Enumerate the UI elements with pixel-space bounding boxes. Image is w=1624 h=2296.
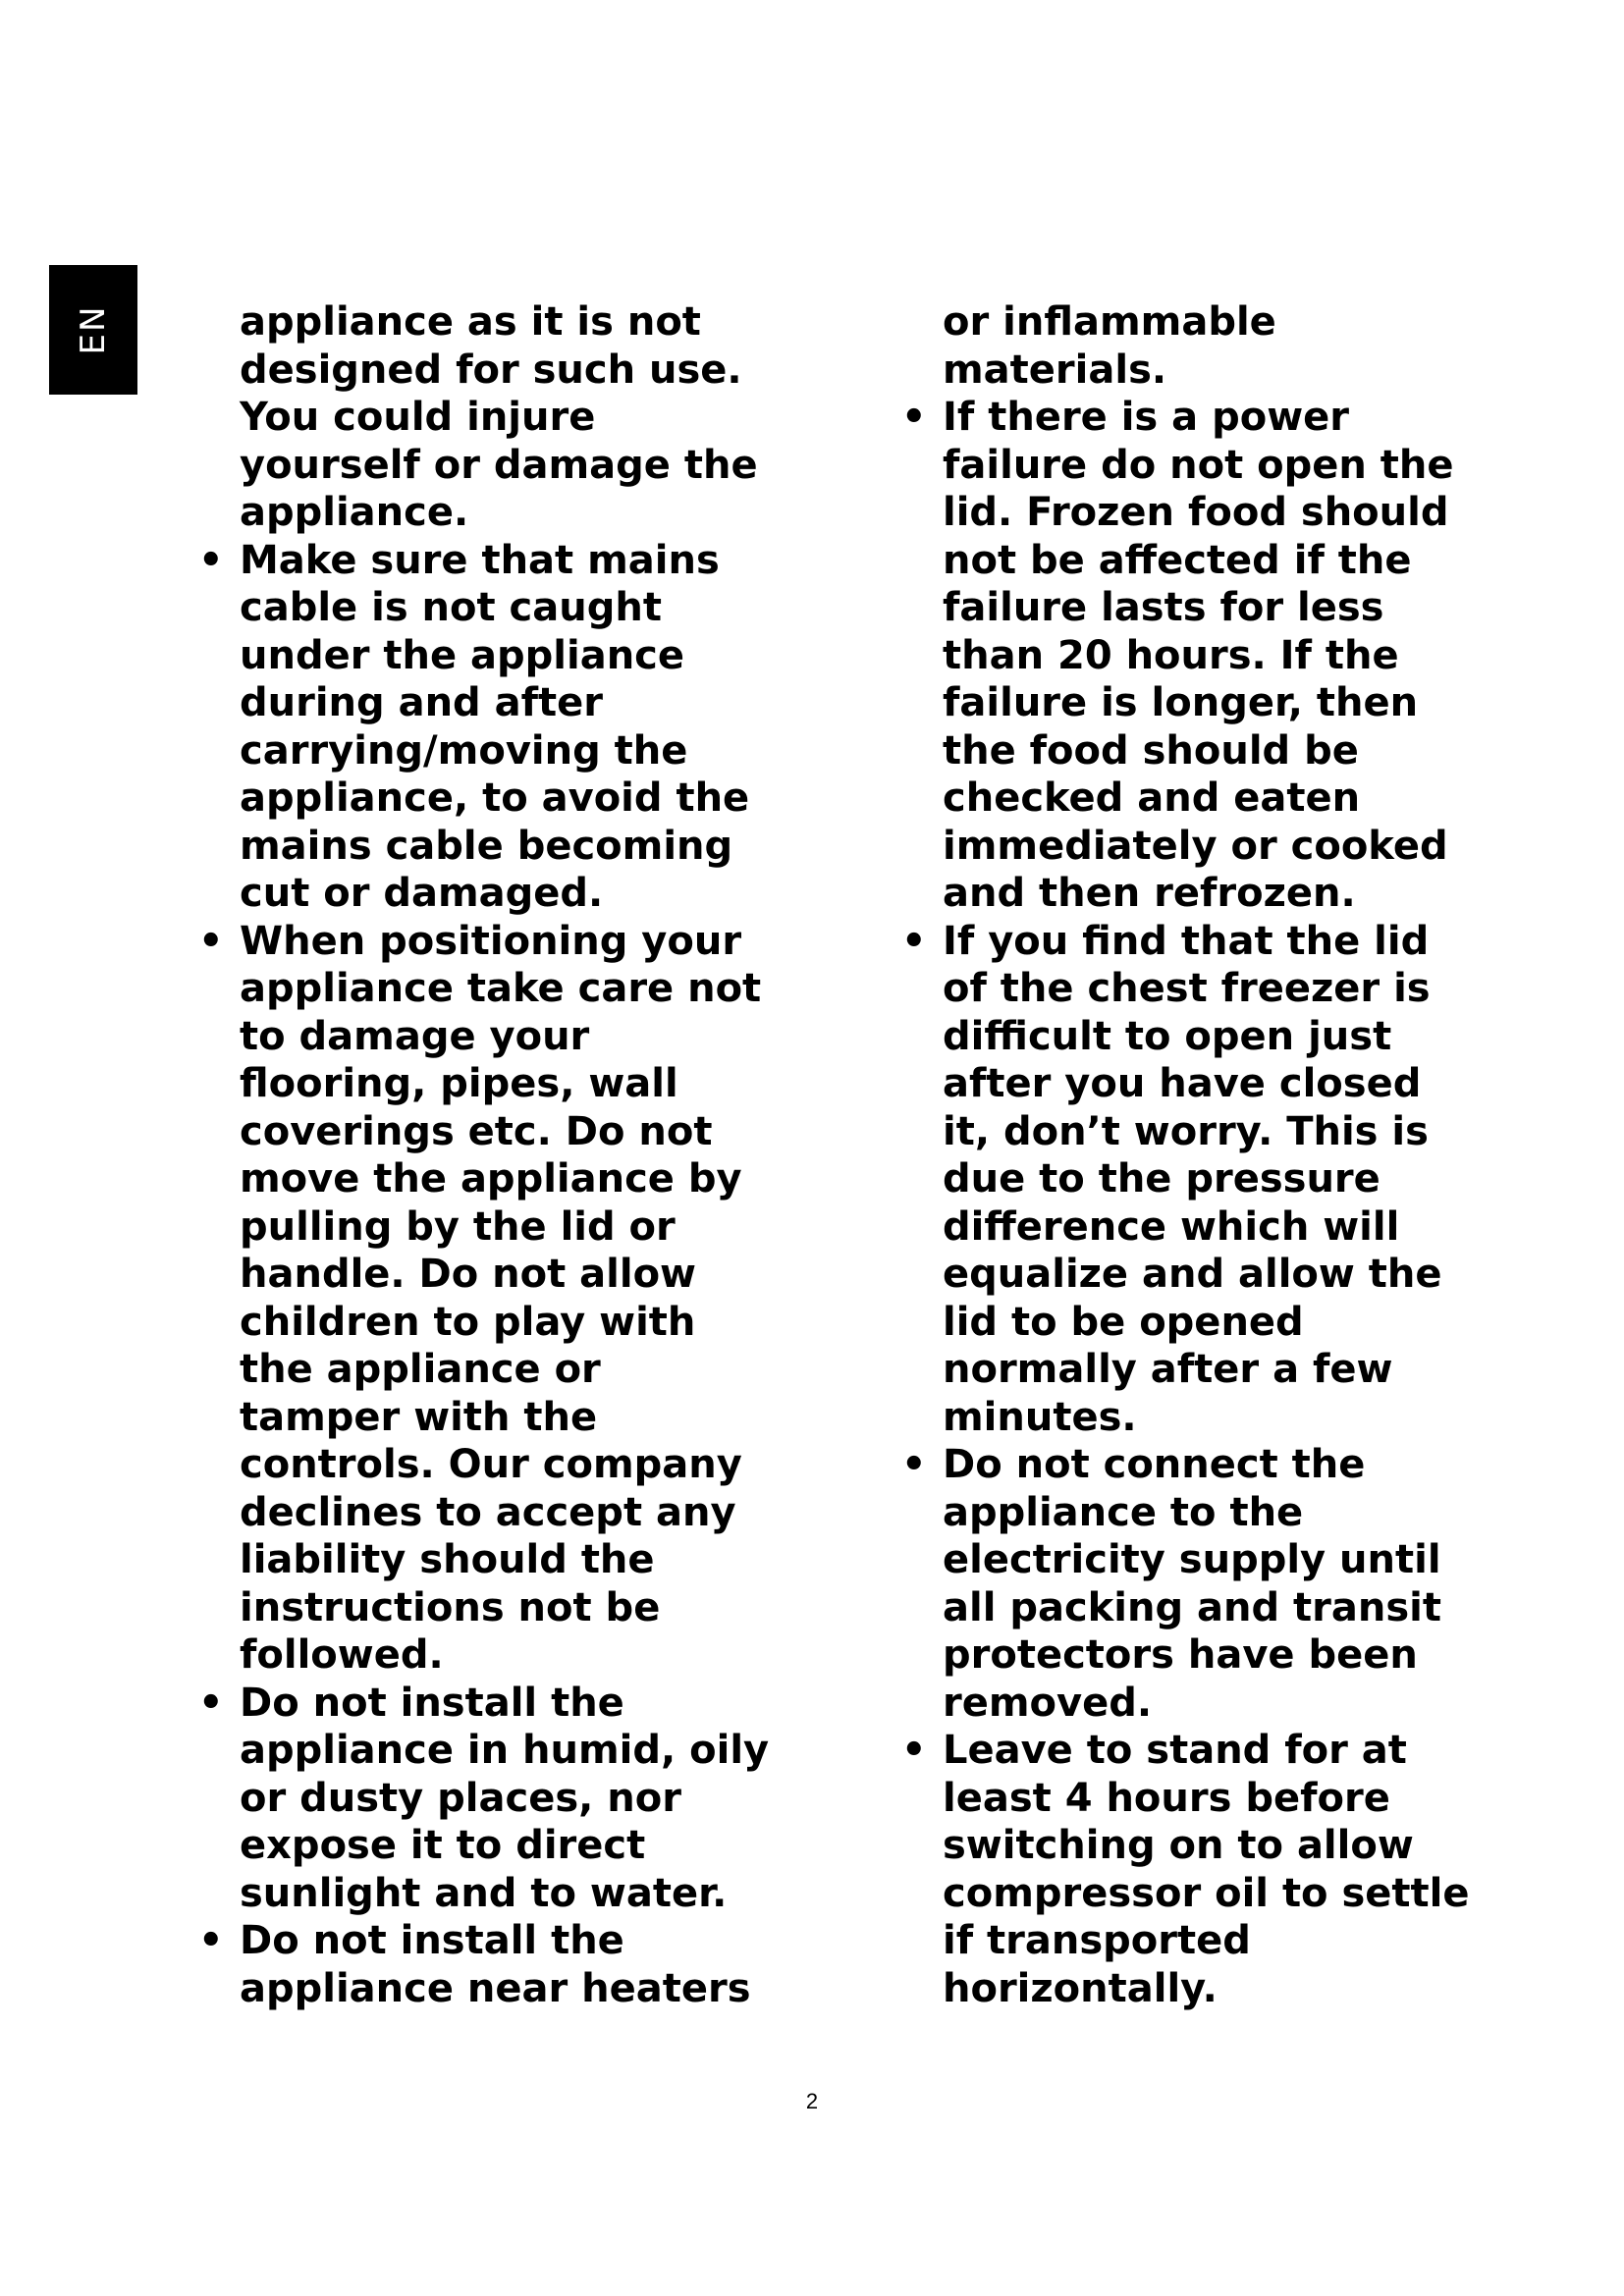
language-tab xyxy=(49,265,137,395)
language-tab-label: EN xyxy=(74,304,113,355)
left-bullet-near-heaters: • Do not install the appliance near heaters xyxy=(240,1917,809,2012)
left-bullet-mains-cable: • Make sure that mains cable is not caught under the appliance during and after carrying/moving the appliance, to avoid the mains cable becoming cut or damaged. xyxy=(240,537,809,918)
left-bullet-humid-places: • Do not install the appliance in humid, oily or dusty places, nor expose it to direct sunlight and to water. xyxy=(240,1680,809,1918)
right-column xyxy=(943,298,1512,2012)
right-bullet-leave-to-stand: • Leave to stand for at least 4 hours before switching on to allow compressor oil to settle if transported horizontally. xyxy=(943,1727,1512,2012)
right-bullet-lid-difficult: • If you find that the lid of the chest freezer is difficult to open just after you have closed it, don’t worry. This is due to the pressure difference which will equalize and allow the lid to be opened normally after a few minutes. xyxy=(943,918,1512,1442)
right-bullet-power-failure: • If there is a power failure do not open the lid. Frozen food should not be affected if the failure lasts for less than 20 hours. If the failure is longer, then the food should be checked and eaten immediately or cooked and then refrozen. xyxy=(943,394,1512,918)
left-item-continuation: appliance as it is not designed for such use. You could injure yourself or damage the appliance. xyxy=(240,299,758,535)
right-item-continuation: or inflammable materials. xyxy=(943,299,1276,393)
page-number: 2 xyxy=(805,2089,819,2113)
left-bullet-positioning: • When positioning your appliance take care not to damage your flooring, pipes, wall coverings etc. Do not move the appliance by pulling by the lid or handle. Do not allow children to play with the appliance or tamper with the controls. Our company declines to accept any liability should the instructions not be followed. xyxy=(240,918,809,1680)
left-column xyxy=(240,298,809,2012)
right-bullet-do-not-connect: • Do not connect the appliance to the electricity supply until all packing and transit protectors have been removed. xyxy=(943,1441,1512,1727)
